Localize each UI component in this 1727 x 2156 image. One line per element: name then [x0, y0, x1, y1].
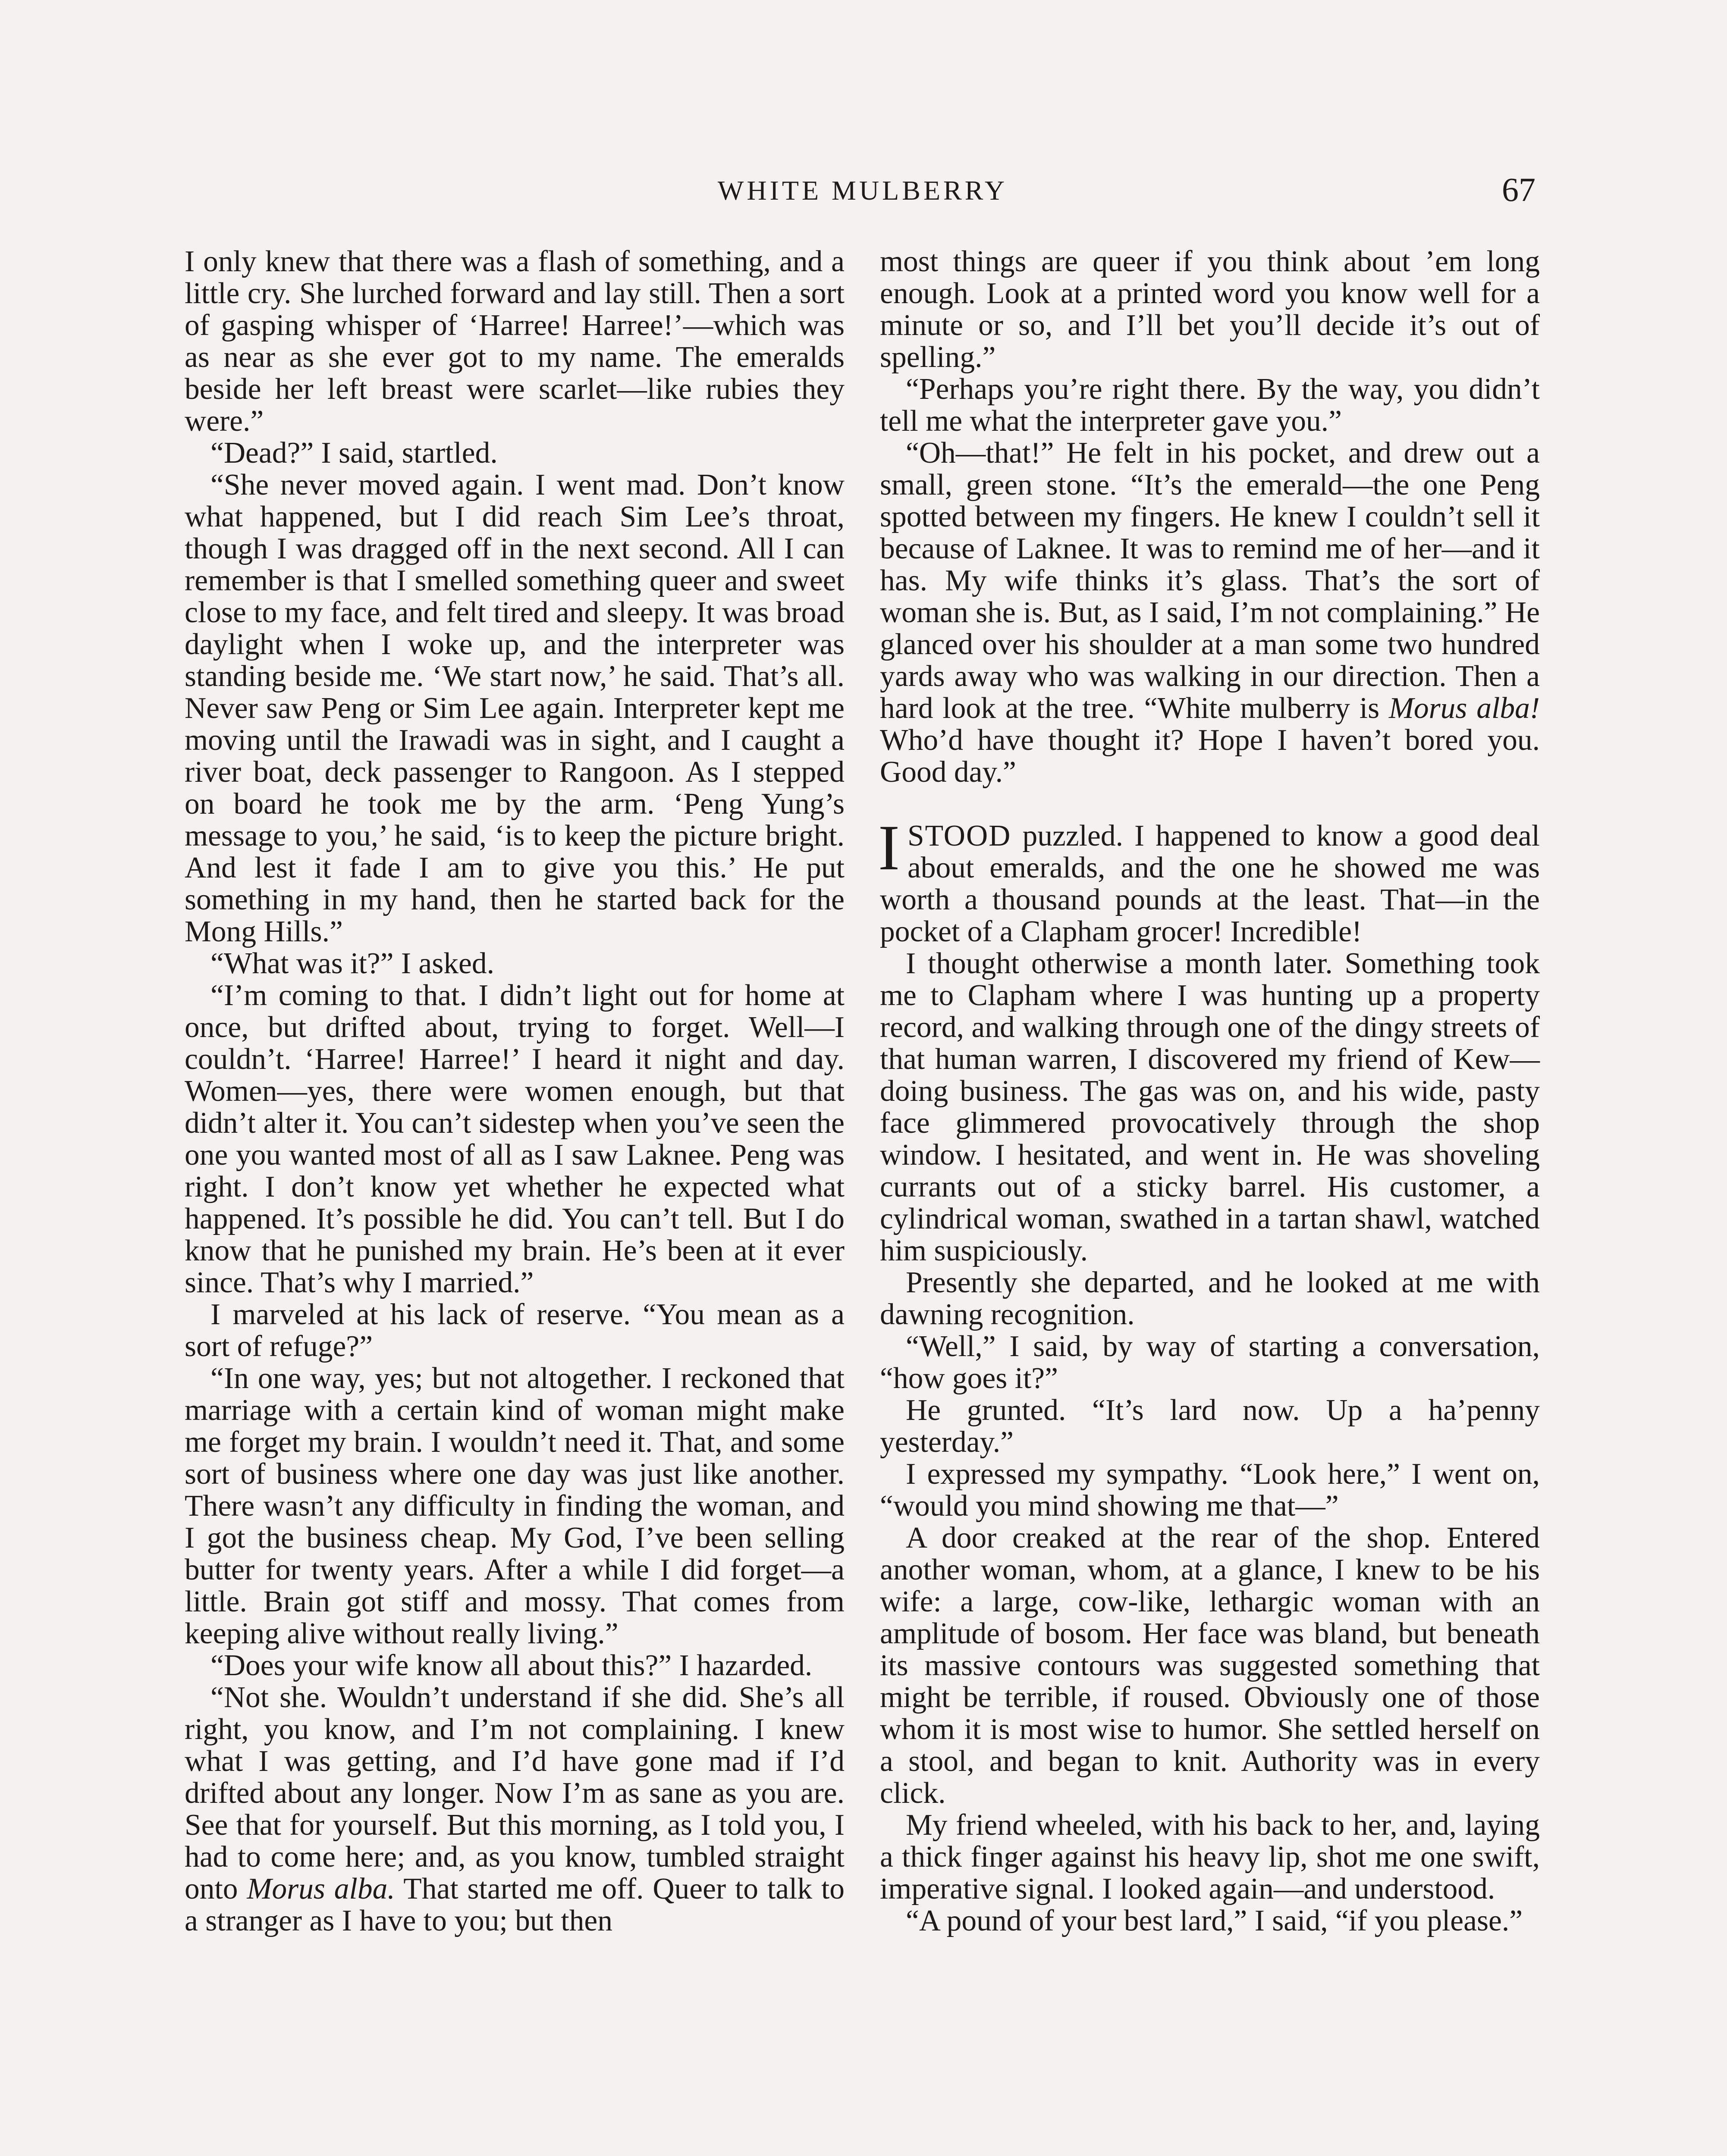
paragraph: I expressed my sympathy. “Look here,” I went on, “would you mind showing me that—”: [880, 1457, 1540, 1523]
paragraph: [185, 1682, 845, 1937]
section-opening: [878, 812, 1540, 948]
paragraph: “A pound of your best lard,” I said, “if you please.”: [906, 1904, 1523, 1937]
paragraph: “She never moved again. I went mad. Don’t know what happened, but I did reach Sim Lee’s throat, though I was dragged off in the next second. All I can remember is that I smelled something queer and sweet close to my face, and felt tired and sleepy. It was broad daylight when I woke up, and the interpreter was standing beside me. ‘We start now,’ he said. That’s all. Never saw Peng or Sim Lee again. Interpreter kept me moving until the Irawadi was in sight, and I caught a river boat, deck passenger to Rangoon. As I stepped on board he took me by the arm. ‘Peng Yung’s message to you,’ he said, ‘is to keep the picture bright. And lest it fade I am to give you this.’ He put something in my hand, then he started back for the Mong Hills.”: [185, 468, 845, 948]
paragraph: “Dead?” I said, startled.: [210, 436, 498, 470]
emphasis: Morus alba.: [247, 1872, 395, 1905]
paragraph-text: Who’d have thought it? Hope I haven’t bored you. Good day.”: [880, 724, 1540, 789]
paragraph: [880, 437, 1540, 788]
page-header: [190, 170, 1535, 222]
paragraph: “I’m coming to that. I didn’t light out for home at once, but drifted about, trying to forget. Well—I couldn’t. ‘Harree! Harree!’ I heard it night and day. Women—yes, there were women enough, but that didn’t alter it. You can’t sidestep when you’ve seen the one you wanted most of all as I saw Laknee. Peng was right. I don’t know yet whether he expected what happened. It’s possible he did. You can’t tell. But I do know that he punished my brain. He’s been at it ever since. That’s why I married.”: [185, 979, 845, 1299]
paragraph-text: puzzled. I happened to know a good deal about emeralds, and the one he showed me was worth a thousand pounds at the least. That—in the pocket of a Clapham grocer! Incredible!: [880, 819, 1540, 948]
emphasis: Morus alba!: [1388, 692, 1540, 725]
paragraph: “Well,” I said, by way of starting a conversation, “how goes it?”: [880, 1330, 1540, 1395]
paragraph: I only knew that there was a flash of something, and a little cry. She lurched forward and lay still. Then a sort of gasping whisper of ‘Harree! Harree!’—which was as near as she ever got to my name. The emeralds beside her left breast were scarlet—like rubies they were.”: [185, 245, 845, 438]
paragraph: “Does your wife know all about this?” I hazarded.: [210, 1649, 813, 1682]
paragraph: A door creaked at the rear of the shop. Entered another woman, whom, at a glance, I knew to be his wife: a large, cow-like, lethargic woman with an amplitude of bosom. Her face was bland, but beneath its massive contours was suggested something that might be terrible, if roused. Obviously one of those whom it is most wise to humor. She settled herself on a stool, and began to knit. Authority was in every click.: [880, 1521, 1540, 1810]
right-column: [880, 246, 1540, 1937]
page-number: 67: [1502, 171, 1535, 208]
running-title: WHITE MULBERRY: [717, 175, 1008, 206]
paragraph: Presently she departed, and he looked at me with dawning recognition.: [880, 1266, 1540, 1331]
paragraph-text: “Not she. Wouldn’t understand if she did. She’s all right, you know, and I’m not complaining. I knew what I was getting, and I’d have gone mad if I’d drifted about any longer. Now I’m as sane as you are. See that for yourself. But this morning, as I told you, I had to come here; and, as you know, tumbled straight onto: [185, 1681, 845, 1905]
paragraph: “Perhaps you’re right there. By the way, you didn’t tell me what the interpreter gave you.”: [880, 373, 1540, 438]
paragraph-text: That started me off. Queer to talk to a stranger as I have to you; but then: [185, 1872, 845, 1937]
paragraph: “In one way, yes; but not altogether. I reckoned that marriage with a certain kind of woman might make me forget my brain. I wouldn’t need it. That, and some sort of business where one day was just like another. There wasn’t any difficulty in finding the woman, and I got the business cheap. My God, I’ve been selling butter for twenty years. After a while I did forget—a little. Brain got stiff and mossy. That comes from keeping alive without really living.”: [185, 1362, 845, 1650]
small-caps-lead: STOOD: [907, 819, 1011, 852]
paragraph: most things are queer if you think about ’em long enough. Look at a printed word you know well for a minute or so, and I’ll bet you’ll decide it’s out of spelling.”: [880, 245, 1540, 374]
paragraph: “What was it?” I asked.: [210, 947, 495, 980]
paragraph: I marveled at his lack of reserve. “You mean as a sort of refuge?”: [185, 1298, 845, 1363]
paragraph: My friend wheeled, with his back to her, and, laying a thick finger against his heavy lip, shot me one swift, imperative signal. I looked again—and understood.: [880, 1808, 1540, 1905]
paragraph: He grunted. “It’s lard now. Up a ha’penny yesterday.”: [880, 1394, 1540, 1459]
paragraph: I thought otherwise a month later. Something took me to Clapham where I was hunting up a property record, and walking through one of the dingy streets of that human warren, I discovered my friend of Kew—doing business. The gas was on, and his wide, pasty face glimmered provocatively through the shop window. I hesitated, and went in. He was shoveling currants out of a sticky barrel. His customer, a cylindrical woman, swathed in a tartan shawl, watched him suspiciously.: [880, 947, 1540, 1267]
drop-cap: I: [878, 812, 900, 884]
left-column: [185, 246, 845, 1937]
paragraph-text: “Oh—that!” He felt in his pocket, and drew out a small, green stone. “It’s the emerald—the one Peng spotted between my fingers. He knew I couldn’t sell it because of Laknee. It was to remind me of her—and it has. My wife thinks it’s glass. That’s the sort of woman she is. But, as I said, I’m not complaining.” He glanced over his shoulder at a man some two hundred yards away who was walking in our direction. Then a hard look at the tree. “White mulberry is: [880, 436, 1540, 725]
